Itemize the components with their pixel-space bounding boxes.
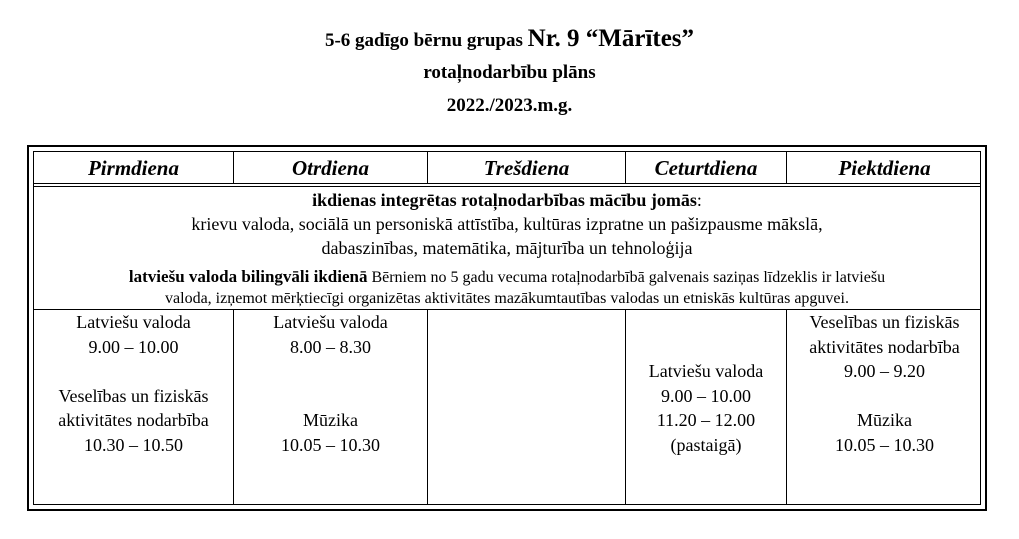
monday-time-1: 9.00 – 10.00 (88, 336, 179, 357)
header-tuesday: Otrdiena (234, 152, 428, 183)
thursday-note: (pastaigā) (670, 434, 742, 455)
friday-activity-1-line2: aktivitātes nodarbība (809, 336, 960, 357)
bilingual-heading: latviešu valoda bilingvāli ikdienā (128, 267, 368, 286)
thursday-activity-1: Latviešu valoda (648, 361, 764, 381)
header-divider-1 (34, 183, 980, 184)
bilingual-text-2: valoda, izņemot mērķtiecīgi organizētas aktivitātes mazākumtautības valodas un etniskās kultūras apguvei. (165, 290, 849, 307)
document-title (0, 24, 1019, 56)
general-subjects-line2: dabaszinības, matemātika, mājturība un tehnoloģija (321, 238, 693, 258)
friday-activity-2: Mūzika (857, 410, 912, 430)
header-thursday: Ceturtdiena (626, 152, 787, 183)
bilingual-text-1: Bērniem no 5 gadu vecuma rotaļnodarbībā galvenais saziņas līdzeklis ir latviešu (367, 269, 886, 286)
header-monday: Pirmdiena (34, 152, 234, 183)
general-heading-suffix: : (696, 190, 702, 210)
thursday-time-1: 9.00 – 10.00 (661, 385, 751, 406)
header-wednesday: Trešdiena (428, 152, 626, 183)
header-friday: Piektdiena (838, 156, 931, 180)
general-activities (34, 188, 980, 260)
friday-time-1: 9.00 – 9.20 (844, 361, 925, 381)
group-name: Nr. 9 “Mārītes” (527, 25, 695, 52)
bilingual-note (34, 266, 980, 309)
cell-wednesday (428, 310, 626, 504)
general-heading: ikdienas integrētas rotaļnodarbības mācību jomās (312, 190, 697, 210)
monday-activity-2-line1: Veselības un fiziskās (58, 385, 209, 406)
cell-tuesday (234, 310, 428, 504)
cell-thursday (626, 310, 787, 504)
schedule-table (27, 145, 987, 511)
monday-activity-2-line2: aktivitātes nodarbība (58, 410, 209, 430)
friday-activity-1-line1: Veselības un fiziskās (809, 312, 960, 332)
title-prefix: 5-6 gadīgo bērnu grupas (324, 30, 528, 51)
monday-activity-1: Latviešu valoda (76, 312, 191, 332)
monday-time-2: 10.30 – 10.50 (84, 434, 183, 455)
general-subjects-line1: krievu valoda, sociālā un personiskā attīstība, kultūras izpratne un pašizpausme mākslā, (191, 214, 823, 234)
cell-friday (787, 310, 982, 504)
document-subtitle: rotaļnodarbību plāns (423, 62, 596, 83)
school-year: 2022./2023.m.g. (446, 95, 573, 116)
tuesday-time-2: 10.05 – 10.30 (281, 434, 380, 455)
friday-time-2: 10.05 – 10.30 (835, 434, 934, 455)
tuesday-activity-2: Mūzika (303, 410, 358, 430)
thursday-time-2: 11.20 – 12.00 (656, 410, 756, 430)
header-divider-2 (34, 186, 980, 187)
schedule-table-inner (33, 151, 981, 505)
tuesday-activity-1: Latviešu valoda (273, 312, 388, 332)
cell-monday (34, 310, 234, 504)
tuesday-time-1: 8.00 – 8.30 (290, 336, 371, 357)
